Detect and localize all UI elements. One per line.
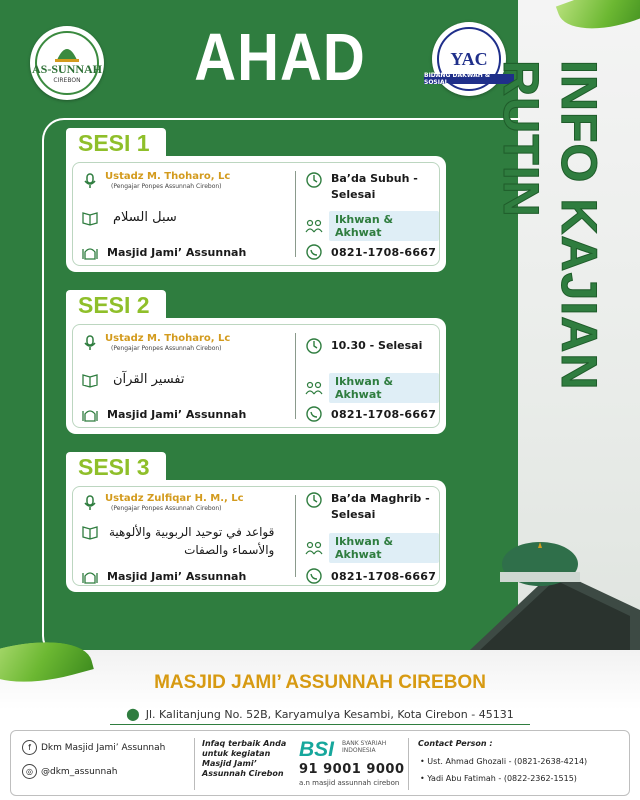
session-3-time-line2: Selesai xyxy=(331,508,376,521)
session-1-contact xyxy=(305,243,436,261)
session-3-book-line2: والأسماء والصفات xyxy=(184,543,275,557)
book-icon xyxy=(81,371,99,389)
people-icon xyxy=(305,539,323,557)
mosque-dome-illustration xyxy=(470,540,640,650)
session-1-speaker xyxy=(81,171,230,191)
whatsapp-icon xyxy=(305,243,323,261)
microphone-icon xyxy=(81,334,99,352)
session-2-book xyxy=(81,371,185,389)
session-1-book xyxy=(81,209,177,227)
account-number: 91 9001 9000 xyxy=(299,762,405,777)
session-1-ustadz: Ustadz M. Thoharo, Lc xyxy=(105,171,231,182)
session-3-phone: 0821-1708-6667 xyxy=(331,569,437,583)
vertical-title xyxy=(493,60,607,500)
session-1-phone: 0821-1708-6667 xyxy=(331,245,437,259)
session-2-time xyxy=(305,337,422,355)
contact-person-1-text: Ust. Ahmad Ghozali - (0821-2638-4214) xyxy=(427,757,588,766)
session-1-time-line2: Selesai xyxy=(331,188,376,201)
location-pin-icon: ⬤ xyxy=(126,707,140,721)
day-title: AHAD xyxy=(194,20,366,95)
address-text: Jl. Kalitanjung No. 52B, Karyamulya Kesambi, Kota Cirebon - 45131 xyxy=(145,707,514,721)
microphone-icon xyxy=(81,494,99,512)
facebook-link[interactable] xyxy=(22,740,165,755)
session-3-ustadz-sub: (Pengajar Ponpes Assunnah Cirebon) xyxy=(111,505,222,512)
clock-icon xyxy=(305,491,323,509)
infaq-line-1: Infaq terbaik Anda xyxy=(202,739,287,748)
session-1-time-line1: Ba’da Subuh - xyxy=(331,172,418,185)
session-2-time-line1: 10.30 - Selesai xyxy=(331,339,423,352)
mosque-name: MASJID JAMI’ ASSUNNAH CIREBON xyxy=(154,672,486,693)
mosque-icon xyxy=(81,567,99,585)
account-name: a.n masjid assunnah cirebon xyxy=(299,779,400,787)
address xyxy=(110,704,530,725)
session-3-time xyxy=(305,491,430,523)
whatsapp-icon xyxy=(305,405,323,423)
instagram-link[interactable] xyxy=(22,764,117,779)
infaq-line-4: Assunnah Cirebon xyxy=(202,769,284,778)
session-1-card xyxy=(66,156,446,272)
infaq-line-2: untuk kegiatan xyxy=(202,749,271,758)
session-3-book xyxy=(81,523,274,559)
session-2-book-title: تفسير القرآن xyxy=(113,372,185,387)
session-3-speaker xyxy=(81,493,244,513)
mosque-icon xyxy=(81,243,99,261)
session-1-venue-text: Masjid Jami’ Assunnah xyxy=(107,245,247,259)
session-3-card xyxy=(66,480,446,592)
session-2-label: SESI 2 xyxy=(66,290,166,320)
dkm-logo-text: AS-SUNNAH xyxy=(31,62,102,76)
book-icon xyxy=(81,523,99,541)
session-2-speaker xyxy=(81,333,230,353)
session-3-audience-text: Ikhwan & Akhwat xyxy=(329,533,439,563)
mosque-icon xyxy=(81,405,99,423)
book-icon xyxy=(81,209,99,227)
session-3-audience xyxy=(305,533,439,563)
session-2-phone: 0821-1708-6667 xyxy=(331,407,437,421)
yac-logo-text: YAC xyxy=(450,48,488,69)
session-3-ustadz: Ustadz Zulfiqar H. M., Lc xyxy=(105,493,244,504)
session-2-ustadz: Ustadz M. Thoharo, Lc xyxy=(105,333,231,344)
infaq-note xyxy=(202,739,292,779)
dkm-logo xyxy=(30,26,104,100)
clock-icon xyxy=(305,171,323,189)
bank-name-line-1: BANK SYARIAH xyxy=(342,740,387,747)
session-2-audience xyxy=(305,373,439,403)
session-1-venue xyxy=(81,243,246,261)
session-3-venue-text: Masjid Jami’ Assunnah xyxy=(107,569,247,583)
mosque-dome-icon xyxy=(52,42,82,62)
session-3-book-line1: قواعد في توحيد الربوبية والألوهية xyxy=(109,525,275,539)
session-1-ustadz-sub: (Pengajar Ponpes Assunnah Cirebon) xyxy=(111,183,222,190)
facebook-name: Dkm Masjid Jami’ Assunnah xyxy=(41,742,166,753)
session-1-book-title: سبل السلام xyxy=(113,210,177,225)
contact-person-2 xyxy=(420,774,577,783)
people-icon xyxy=(305,379,323,397)
session-1-audience xyxy=(305,211,439,241)
session-3-contact xyxy=(305,567,436,585)
people-icon xyxy=(305,217,323,235)
session-1-audience-text: Ikhwan & Akhwat xyxy=(329,211,439,241)
instagram-handle: @dkm_assunnah xyxy=(41,766,118,777)
session-1-label: SESI 1 xyxy=(66,128,166,158)
bsi-logo: BSI xyxy=(299,738,335,761)
session-2-audience-text: Ikhwan & Akhwat xyxy=(329,373,439,403)
bullet-icon: • xyxy=(420,757,428,766)
footer-divider-1 xyxy=(194,738,195,790)
instagram-icon: ◎ xyxy=(22,764,37,779)
session-2-card xyxy=(66,318,446,434)
session-2-venue-text: Masjid Jami’ Assunnah xyxy=(107,407,247,421)
whatsapp-icon xyxy=(305,567,323,585)
infaq-line-3: Masjid Jami’ xyxy=(202,759,257,768)
session-2-ustadz-sub: (Pengajar Ponpes Assunnah Cirebon) xyxy=(111,345,222,352)
bank-name-line-2: INDONESIA xyxy=(342,747,376,754)
contact-person-2-text: Yadi Abu Fatimah - (0822-2362-1515) xyxy=(427,774,577,783)
facebook-icon: f xyxy=(22,740,37,755)
yac-banner: BIDANG DAKWAH & SOSIAL xyxy=(424,74,514,84)
session-1-time xyxy=(305,171,418,203)
bullet-icon: • xyxy=(420,774,428,783)
contact-title: Contact Person : xyxy=(418,739,493,748)
dkm-logo-city: CIREBON xyxy=(53,77,81,84)
microphone-icon xyxy=(81,172,99,190)
contact-person-1 xyxy=(420,757,587,766)
footer-divider-2 xyxy=(408,738,409,790)
clock-icon xyxy=(305,337,323,355)
session-3-time-line1: Ba’da Maghrib - xyxy=(331,492,430,505)
session-2-venue xyxy=(81,405,246,423)
bank-name xyxy=(342,740,386,754)
session-3-label: SESI 3 xyxy=(66,452,166,482)
session-2-contact xyxy=(305,405,436,423)
vertical-title-text: INFO KAJIAN RUTIN xyxy=(493,60,607,391)
session-3-venue xyxy=(81,567,246,585)
